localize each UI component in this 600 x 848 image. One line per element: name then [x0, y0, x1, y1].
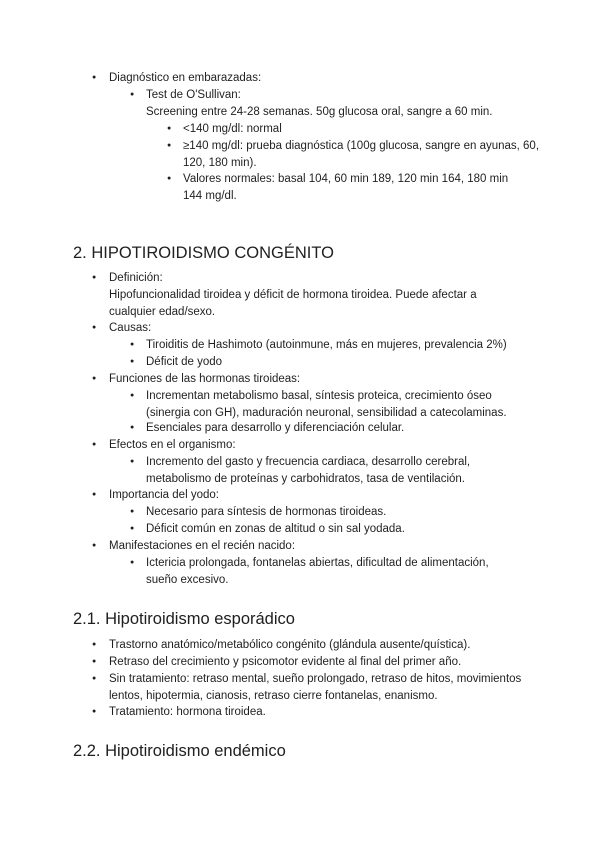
bullet-icon: ● [92, 658, 97, 665]
bullet-icon: ● [130, 559, 135, 566]
bullet-icon: ● [92, 708, 97, 715]
list-item-efectos: Efectos en el organismo: [109, 439, 236, 451]
bullet-icon: ● [130, 508, 135, 515]
bullet-icon: ● [167, 125, 172, 132]
efecto-item: Incremento del gasto y frecuencia cardiaca, desarrollo cerebral, metabolismo de proteínas y carbohidratos, tasa de ventilación. [146, 456, 471, 485]
funcion-item: Incrementan metabolismo basal, síntesis proteica, crecimiento óseo (sinergia con GH), maduración neuronal, sensibilidad a catecolaminas. [146, 390, 507, 419]
list-item-yodo: Importancia del yodo: [109, 489, 219, 501]
osullivan-text: Screening entre 24-28 semanas. 50g glucosa oral, sangre a 60 min. [146, 106, 493, 118]
bullet-icon: ● [92, 375, 97, 382]
bullet-icon: ● [130, 392, 135, 399]
bullet-icon: ● [167, 175, 172, 182]
causa-item: Déficit de yodo [146, 356, 223, 368]
list-item-diagnostica: ≥140 mg/dl: prueba diagnóstica (100g glucosa, sangre en ayunas, 60, 120, 180 min). [183, 140, 540, 169]
causa-item: Tiroiditis de Hashimoto (autoinmune, más en mujeres, prevalencia 2%) [146, 339, 507, 351]
list-item-definicion: Definición: [109, 272, 163, 284]
bullet-icon: ● [92, 74, 97, 81]
list-item-manifestaciones: Manifestaciones en el recién nacido: [109, 540, 296, 552]
esporadico-item: Retraso del crecimiento y psicomotor evidente al final del primer año. [109, 656, 462, 668]
bullet-icon: ● [167, 142, 172, 149]
bullet-icon: ● [92, 441, 97, 448]
section-heading-hipotiroidismo-congenito: 2. HIPOTIROIDISMO CONGÉNITO [73, 244, 334, 262]
esporadico-item: Tratamiento: hormona tiroidea. [109, 706, 266, 718]
list-item-osullivan: Test de O'Sullivan: [146, 89, 241, 101]
bullet-icon: ● [130, 358, 135, 365]
bullet-icon: ● [130, 525, 135, 532]
bullet-icon: ● [130, 424, 135, 431]
funcion-item: Esenciales para desarrollo y diferenciación celular. [146, 422, 405, 434]
section-heading-esporadico: 2.1. Hipotiroidismo esporádico [73, 610, 295, 628]
list-item-normal: <140 mg/dl: normal [183, 123, 282, 135]
esporadico-item: Trastorno anatómico/metabólico congénito (glándula ausente/quística). [109, 639, 471, 651]
bullet-icon: ● [92, 675, 97, 682]
definicion-text: Hipofuncionalidad tiroidea y déficit de hormona tiroidea. Puede afectar a cualquier edad/sexo. [109, 289, 477, 318]
yodo-item: Necesario para síntesis de hormonas tiroideas. [146, 506, 387, 518]
list-item-diagnostico: Diagnóstico en embarazadas: [109, 72, 262, 84]
list-item-valores: Valores normales: basal 104, 60 min 189, 120 min 164, 180 min 144 mg/dl. [183, 173, 509, 202]
bullet-icon: ● [92, 491, 97, 498]
bullet-icon: ● [130, 341, 135, 348]
list-item-funciones: Funciones de las hormonas tiroideas: [109, 373, 301, 385]
bullet-icon: ● [130, 91, 135, 98]
section-heading-endemico: 2.2. Hipotiroidismo endémico [73, 742, 286, 760]
bullet-icon: ● [92, 542, 97, 549]
esporadico-item: Sin tratamiento: retraso mental, sueño prolongado, retraso de hitos, movimientos lentos, hipotermia, cianosis, retraso cierre fontanelas, enanismo. [109, 673, 522, 702]
yodo-item: Déficit común en zonas de altitud o sin sal yodada. [146, 523, 405, 535]
bullet-icon: ● [92, 324, 97, 331]
bullet-icon: ● [92, 274, 97, 281]
bullet-icon: ● [92, 641, 97, 648]
manifestacion-item: Ictericia prolongada, fontanelas abiertas, dificultad de alimentación, sueño excesivo. [146, 557, 489, 586]
bullet-icon: ● [130, 458, 135, 465]
list-item-causas: Causas: [109, 322, 152, 334]
